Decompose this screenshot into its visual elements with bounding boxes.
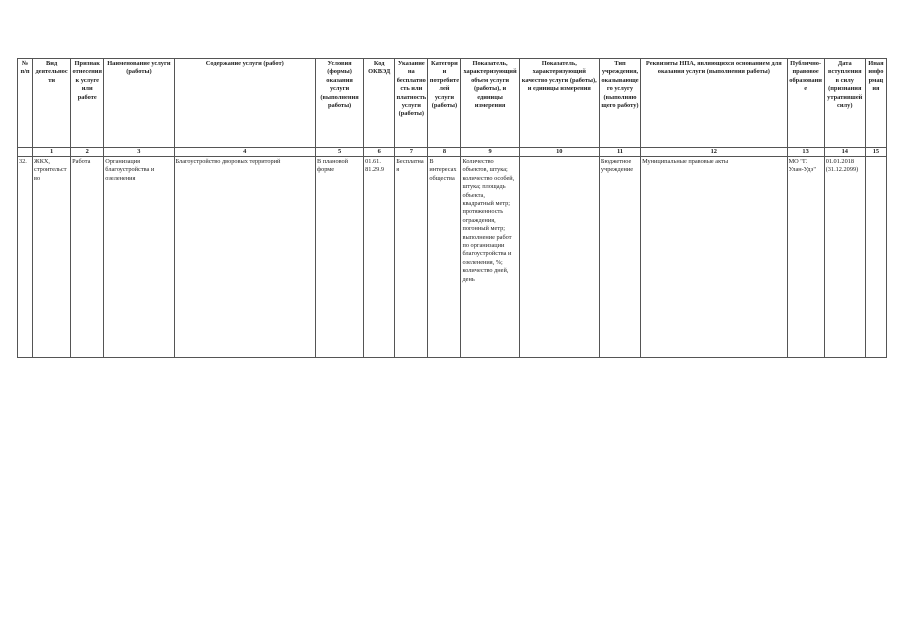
header-cell: Иная информация [865, 59, 886, 148]
public-entity: МО "Г. Улан-Удэ" [787, 157, 824, 358]
header-cell: Категории потребителей услуги (работы) [428, 59, 461, 148]
header-cell: № п/п [18, 59, 33, 148]
header-cell: Реквизиты НПА, являющихся основанием для оказания услуги (выполнения работы) [641, 59, 788, 148]
institution-type: Бюджетное учреждение [599, 157, 640, 358]
service-name: Организация благоустройства и озеленения [104, 157, 174, 358]
header-cell: Условия (формы) оказания услуги (выполнения работы) [316, 59, 364, 148]
row-number: 32. [18, 157, 33, 358]
effective-date: 01.01.2018 (31.12.2099) [824, 157, 865, 358]
header-cell: Показатель, характеризующий объем услуги (работы), и единицы измерения [461, 59, 519, 148]
header-cell: Указание на бесплатность или платность услуги (работы) [395, 59, 428, 148]
header-cell: Публично-правовое образование [787, 59, 824, 148]
column-number-cell: 8 [428, 148, 461, 157]
service-content: Благоустройство дворовых территорий [174, 157, 315, 358]
column-number-cell: 2 [71, 148, 104, 157]
consumer-category: В интересах общества [428, 157, 461, 358]
header-row [18, 59, 887, 148]
column-number-cell: 12 [641, 148, 788, 157]
header-cell: Наименование услуги (работы) [104, 59, 174, 148]
column-number-cell: 14 [824, 148, 865, 157]
column-number-cell: 9 [461, 148, 519, 157]
header-cell: Содержание услуги (работ) [174, 59, 315, 148]
column-number-cell: 3 [104, 148, 174, 157]
column-number-cell [18, 148, 33, 157]
column-number-cell: 6 [364, 148, 395, 157]
column-number-cell: 10 [519, 148, 599, 157]
column-number-cell: 4 [174, 148, 315, 157]
quality-indicator [519, 157, 599, 358]
okved-code: 01.61. 81.29.9 [364, 157, 395, 358]
header-cell: Вид деятельности [33, 59, 71, 148]
service-or-work-sign: Работа [71, 157, 104, 358]
header-cell: Признак отнесения к услуге или работе [71, 59, 104, 148]
column-number-cell: 5 [316, 148, 364, 157]
service-conditions: В плановой форме [316, 157, 364, 358]
header-cell: Код ОКВЭД [364, 59, 395, 148]
volume-indicator: Количество объектов, штука; количество особей, штука; площадь объекта, квадратный метр; протяженность ограждения, погонный метр; выполнение работ по организации благоустройства и озеленения, %; количество дней, день [461, 157, 519, 358]
services-register-table [17, 58, 887, 358]
npa-details: Муниципальные правовые акты [641, 157, 788, 358]
table-row [18, 157, 887, 358]
header-cell: Тип учреждения, оказывающего услугу (выполняющего работу) [599, 59, 640, 148]
activity-type: ЖКХ, строительство [33, 157, 71, 358]
header-cell: Дата вступления в силу (признания утратившей силу) [824, 59, 865, 148]
column-number-cell: 7 [395, 148, 428, 157]
column-number-cell: 1 [33, 148, 71, 157]
header-cell: Показатель, характеризующий качество услуги (работы), и единицы измерения [519, 59, 599, 148]
column-number-cell: 15 [865, 148, 886, 157]
payment-type: Бесплатная [395, 157, 428, 358]
column-number-cell: 13 [787, 148, 824, 157]
column-number-row [18, 148, 887, 157]
other-info [865, 157, 886, 358]
column-number-cell: 11 [599, 148, 640, 157]
